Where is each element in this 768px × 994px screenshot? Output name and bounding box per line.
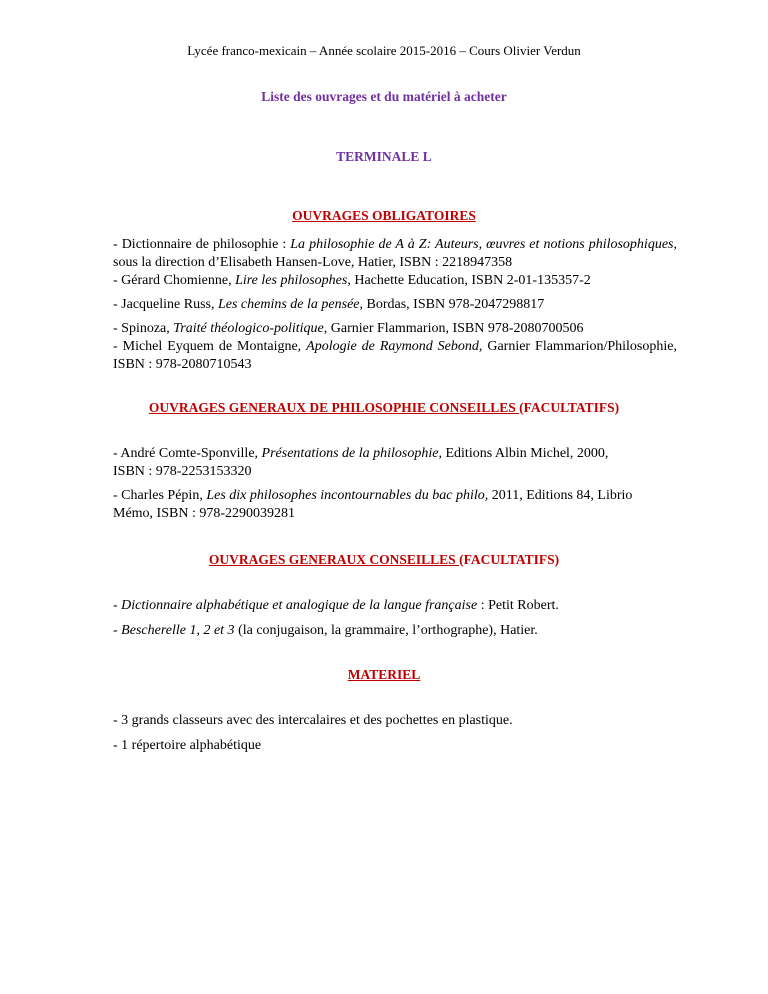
book-item [113, 236, 677, 272]
section-heading-text: MATERIEL [347, 667, 421, 682]
section-heading-text: OUVRAGES OBLIGATOIRES [292, 208, 476, 223]
section-heading-suffix: (FACULTATIFS) [459, 552, 560, 567]
book-item-line: Mémo, ISBN : 978-2290039281 [113, 506, 295, 521]
item-prefix: - Spinoza, [113, 321, 174, 336]
section-heading-suffix: (FACULTATIFS) [519, 400, 620, 415]
book-title: Les dix philosophes incontournables du bac philo [206, 488, 485, 503]
book-title: Lire les philosophes [235, 273, 348, 288]
item-details: , Editions Albin Michel, 2000, [438, 446, 609, 461]
item-details: , 2011, Editions 84, Librio [484, 488, 633, 503]
book-title: La philosophie de A à Z: Auteurs, œuvres et notions philosophiques [290, 237, 674, 252]
item-details: , Hachette Education, ISBN 2-01-135357-2 [347, 273, 591, 288]
item-details: (la conjugaison, la grammaire, l’orthographe), Hatier. [234, 623, 538, 638]
book-title: Traité théologico-politique [173, 321, 324, 336]
book-title: Présentations de la philosophie [261, 446, 439, 461]
section-heading-materiel [0, 667, 768, 683]
item-details: , sous la direction d’Elisabeth Hansen-Love, Hatier, ISBN : 2218947358 [113, 237, 677, 270]
section-heading-text: OUVRAGES GENERAUX DE PHILOSOPHIE CONSEILLES [148, 400, 520, 415]
item-prefix: - Michel Eyquem de Montaigne, [113, 339, 307, 354]
section-heading-philosophie-conseilles [0, 400, 768, 416]
item-prefix: - Dictionnaire de philosophie : [113, 237, 291, 252]
book-item [113, 272, 677, 290]
book-item [113, 597, 677, 615]
section-heading-generaux-conseilles [0, 552, 768, 568]
item-prefix: - Jacqueline Russ, [113, 297, 218, 312]
material-item: - 1 répertoire alphabétique [113, 738, 262, 753]
section-heading-text: OUVRAGES GENERAUX CONSEILLES [208, 552, 460, 567]
section-heading-obligatoires [0, 208, 768, 224]
item-prefix: - Charles Pépin, [113, 488, 207, 503]
book-item [113, 622, 677, 640]
book-item [113, 487, 677, 505]
page-header: Lycée franco-mexicain – Année scolaire 2015-2016 – Cours Olivier Verdun [187, 43, 581, 58]
book-item [113, 445, 677, 463]
item-prefix: - [113, 623, 122, 638]
book-item [113, 338, 677, 374]
item-prefix: - André Comte-Sponville, [113, 446, 262, 461]
book-title: Les chemins de la pensée [217, 297, 360, 312]
item-details: , Bordas, ISBN 978-2047298817 [359, 297, 545, 312]
book-title: Apologie de Raymond Sebond [306, 339, 479, 354]
item-details: , Garnier Flammarion/Philosophie, ISBN : 978-2080710543 [113, 339, 677, 372]
book-title: Bescherelle 1, 2 et 3 [121, 623, 235, 638]
class-name: TERMINALE L [336, 149, 432, 164]
document-title: Liste des ouvrages et du matériel à acheter [261, 89, 507, 104]
item-prefix: - Gérard Chomienne, [113, 273, 236, 288]
item-details: : Petit Robert. [477, 598, 559, 613]
item-prefix: - [113, 598, 122, 613]
book-item [113, 296, 677, 314]
book-title: Dictionnaire alphabétique et analogique de la langue française [121, 598, 478, 613]
material-item: - 3 grands classeurs avec des intercalaires et des pochettes en plastique. [113, 713, 513, 728]
book-item [113, 320, 677, 338]
book-item-line: ISBN : 978-2253153320 [113, 464, 252, 479]
item-details: , Garnier Flammarion, ISBN 978-2080700506 [323, 321, 584, 336]
